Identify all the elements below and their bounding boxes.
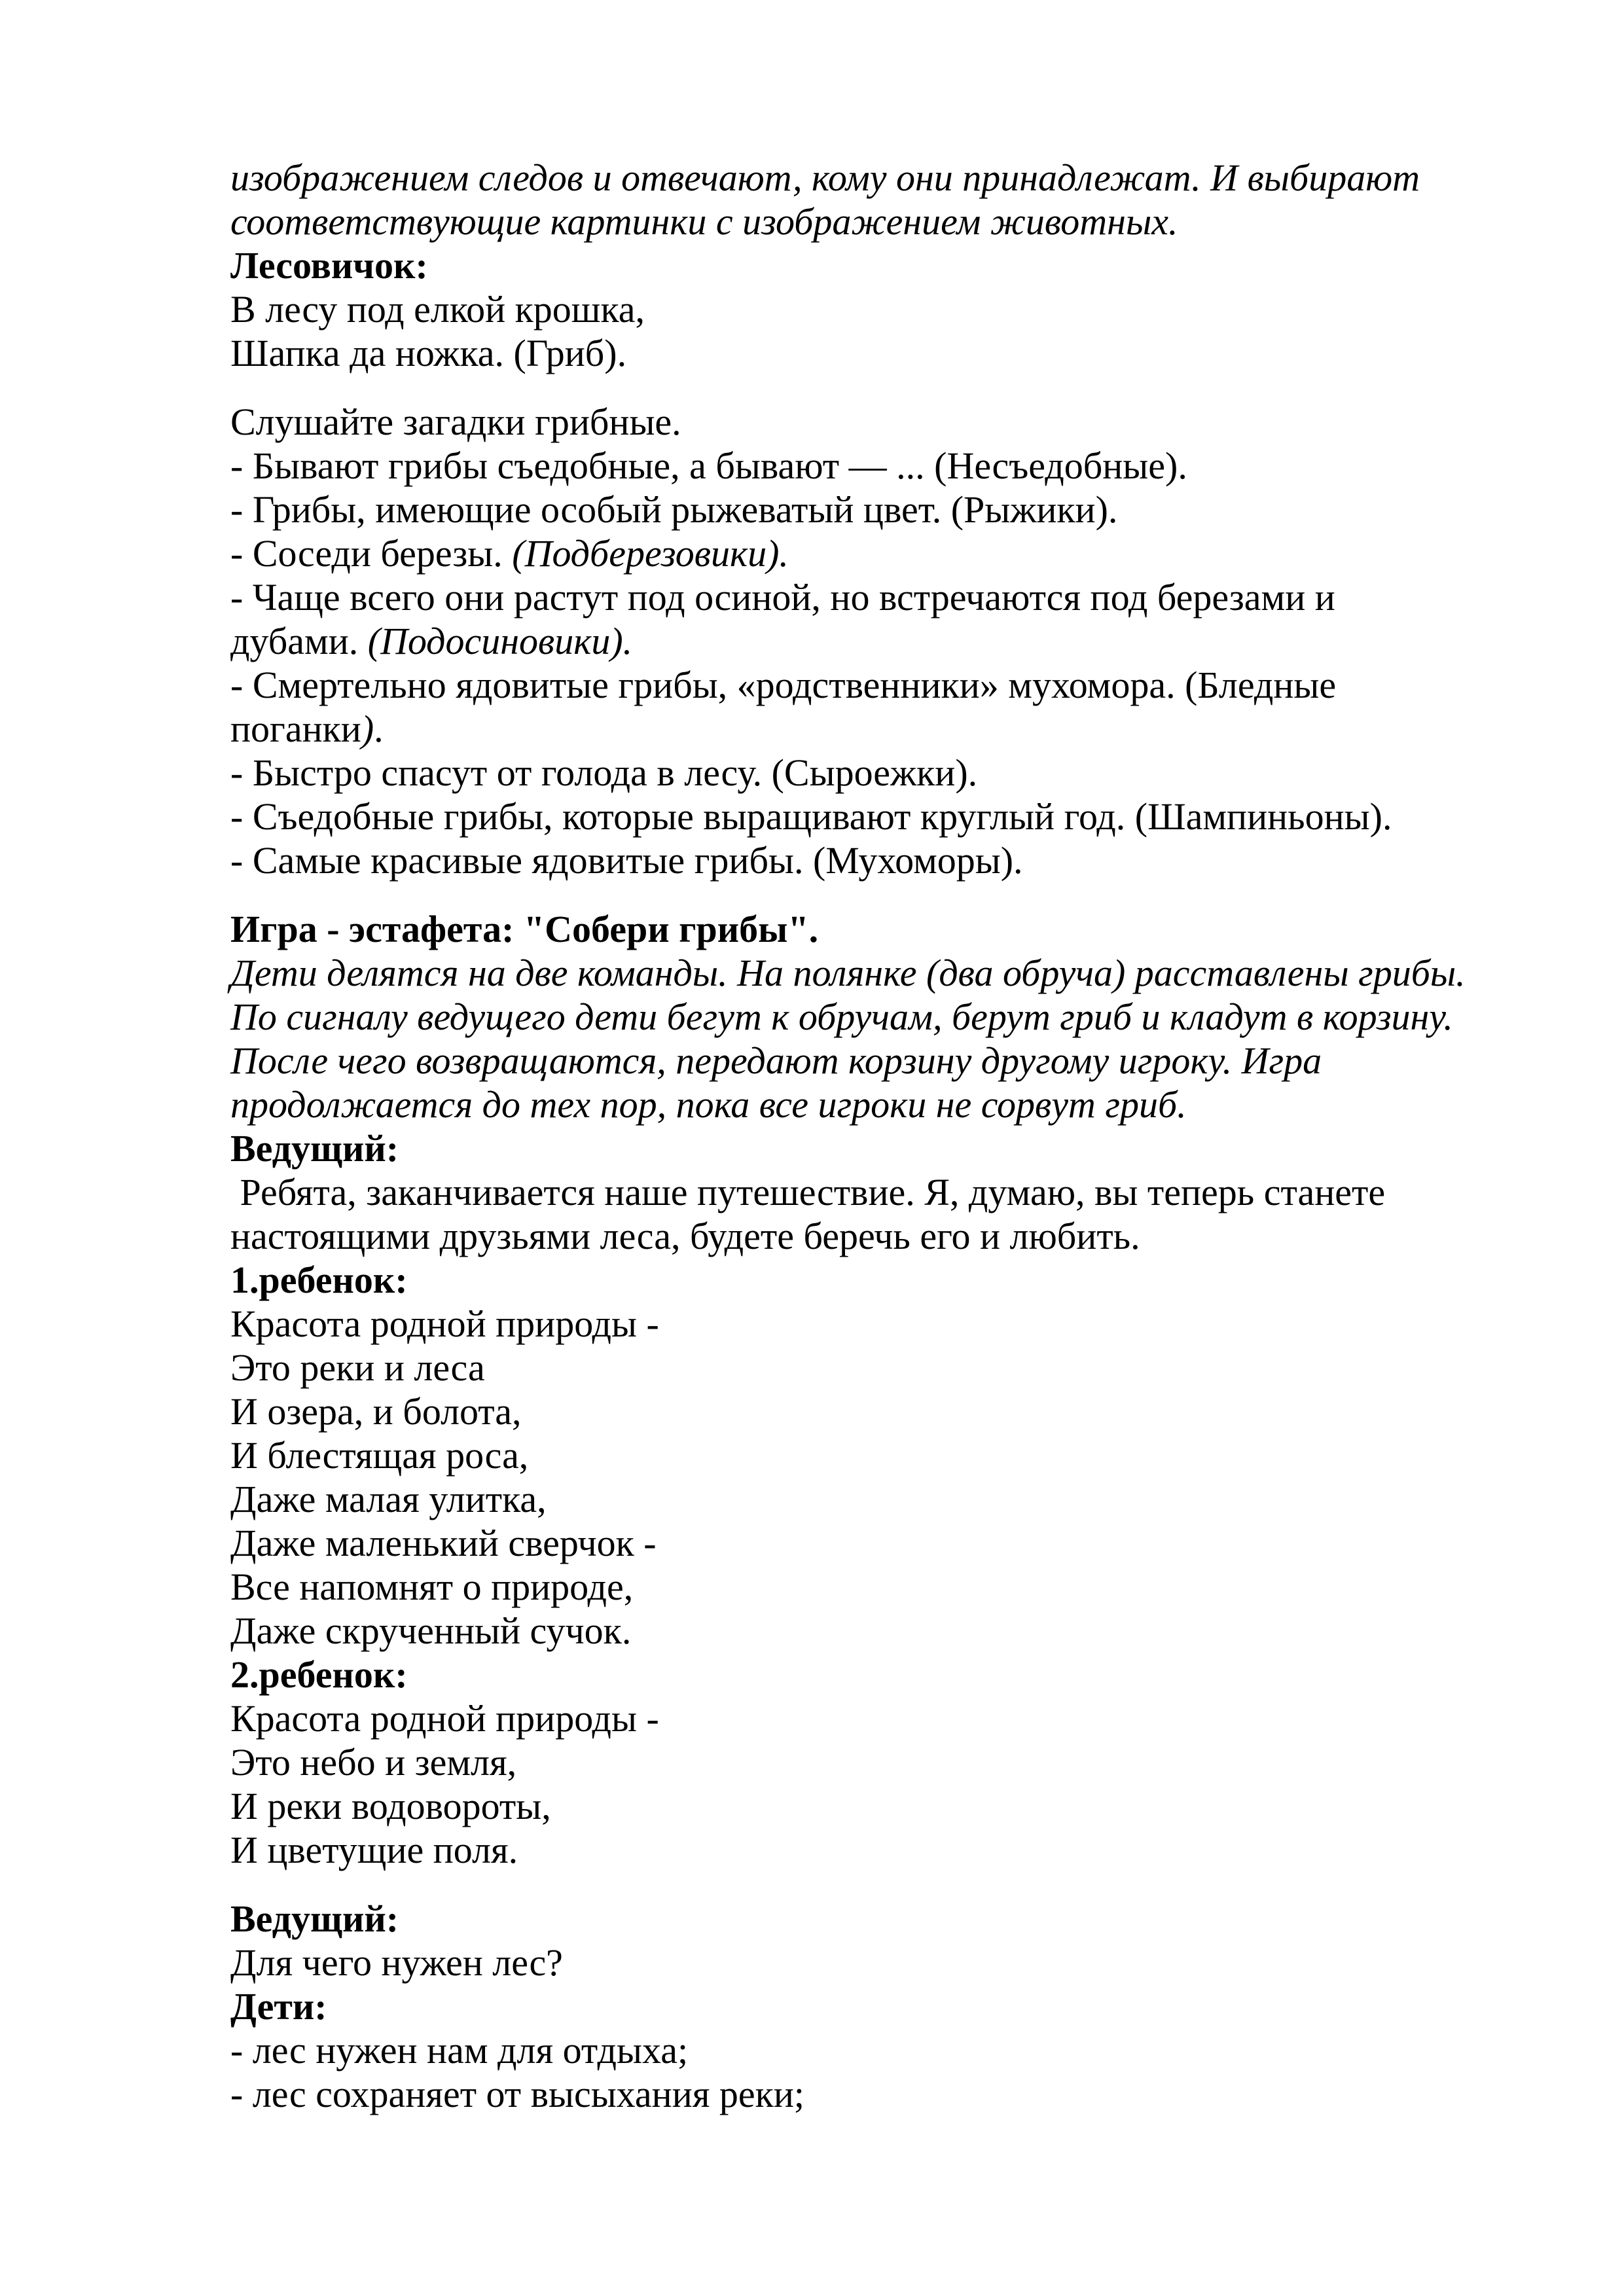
text-line (230, 575, 1441, 619)
text-line (230, 1740, 1441, 1784)
blank-line (230, 375, 1441, 400)
blank-line (230, 882, 1441, 907)
text-segment: Игра - эстафета: "Собери грибы". (230, 908, 819, 950)
text-segment: Ребята, заканчивается наше путешествие. Я, думаю, вы теперь станете (230, 1171, 1386, 1213)
text-line (230, 707, 1441, 751)
text-line (230, 751, 1441, 795)
text-segment: - лес сохраняет от высыхания реки; (230, 2073, 804, 2115)
text-line (230, 1170, 1441, 1214)
text-line (230, 488, 1441, 531)
text-segment: Ведущий: (230, 1127, 399, 1170)
text-segment: Даже скрученный сучок. (230, 1609, 632, 1652)
text-line (230, 907, 1441, 951)
text-segment: . (374, 708, 384, 750)
text-segment: После чего возвращаются, передают корзину другому игроку. Игра (230, 1039, 1322, 1082)
text-line (230, 200, 1441, 243)
text-line (230, 663, 1441, 707)
text-segment: - Чаще всего они растут под осиной, но встречаются под березами и (230, 576, 1335, 619)
blank-line (230, 1872, 1441, 1897)
text-segment: 2.ребенок: (230, 1653, 408, 1696)
text-segment: И реки водовороты, (230, 1785, 551, 1827)
text-line (230, 1696, 1441, 1740)
text-segment: Это реки и леса (230, 1346, 485, 1389)
text-segment: Дети делятся на две команды. На полянке (два обруча) расставлены грибы. (230, 952, 1466, 994)
text-segment: Для чего нужен лес? (230, 1941, 563, 1984)
text-segment: ) (361, 708, 374, 750)
text-segment: И цветущие поля. (230, 1829, 518, 1871)
text-line (230, 1784, 1441, 1828)
text-line (230, 243, 1441, 287)
text-line (230, 1609, 1441, 1653)
text-line (230, 1828, 1441, 1872)
text-segment: - Быстро спасут от голода в лесу. (Сыроежки). (230, 751, 978, 794)
text-line (230, 995, 1453, 1039)
text-segment: И блестящая роса, (230, 1434, 529, 1477)
text-line (230, 331, 1441, 375)
text-line (230, 156, 1441, 200)
text-segment: - Соседи березы. (230, 532, 513, 575)
text-segment: Слушайте загадки грибные. (230, 401, 681, 443)
text-line (230, 619, 1441, 663)
text-line (230, 951, 1466, 995)
text-segment: (Подосиновики). (367, 620, 633, 662)
text-segment: (Подберезовики). (512, 532, 789, 575)
text-segment: Все напомнят о природе, (230, 1566, 634, 1608)
text-line (230, 1126, 1441, 1170)
document-content (230, 156, 1466, 2116)
text-line (230, 287, 1441, 331)
text-segment: соответствующие картинки с изображением животных. (230, 200, 1178, 243)
text-line (230, 1984, 1441, 2028)
text-segment: В лесу под елкой крошка, (230, 288, 645, 331)
text-segment: Красота родной природы - (230, 1302, 659, 1345)
text-line (230, 1083, 1441, 1126)
text-line (230, 1653, 1441, 1696)
text-segment: поганки (230, 708, 361, 750)
text-line (230, 1258, 1441, 1302)
text-line (230, 1565, 1441, 1609)
text-line (230, 795, 1441, 838)
text-segment: Дети: (230, 1985, 327, 2028)
text-segment: 1.ребенок: (230, 1259, 408, 1301)
text-line (230, 2028, 1441, 2072)
text-segment: Лесовичок: (230, 244, 428, 287)
text-segment: дубами. (230, 620, 368, 662)
text-segment: По сигналу ведущего дети бегут к обручам, берут гриб и кладут в корзину. (230, 996, 1453, 1038)
text-line (230, 838, 1441, 882)
text-segment: Даже маленький сверчок - (230, 1522, 657, 1564)
text-segment: изображением следов и отвечают, кому они принадлежат. И выбирают (230, 156, 1420, 199)
text-line (230, 1521, 1441, 1565)
text-line (230, 1477, 1441, 1521)
text-line (230, 531, 1441, 575)
text-line (230, 400, 1441, 444)
text-segment: - Самые красивые ядовитые грибы. (Мухоморы). (230, 839, 1023, 882)
text-segment: настоящими друзьями леса, будете беречь его и любить. (230, 1215, 1140, 1257)
text-segment: - Бывают грибы съедобные, а бывают — ... (Несъедобные). (230, 444, 1187, 487)
text-line (230, 1039, 1441, 1083)
text-line (230, 1941, 1441, 1984)
text-segment: Даже малая улитка, (230, 1478, 547, 1520)
text-segment: - Смертельно ядовитые грибы, «родственники» мухомора. (Бледные (230, 664, 1337, 706)
text-segment: - Съедобные грибы, которые выращивают круглый год. (Шампиньоны). (230, 795, 1392, 838)
text-line (230, 444, 1441, 488)
text-segment: Красота родной природы - (230, 1697, 659, 1740)
text-segment: И озера, и болота, (230, 1390, 522, 1433)
text-segment: Это небо и земля, (230, 1741, 517, 1784)
text-segment: - Грибы, имеющие особый рыжеватый цвет. (Рыжики). (230, 488, 1118, 531)
text-segment: продолжается до тех пор, пока все игроки не сорвут гриб. (230, 1083, 1187, 1126)
text-segment: Шапка да ножка. (Гриб). (230, 332, 627, 374)
text-line (230, 1897, 1441, 1941)
text-line (230, 1214, 1441, 1258)
text-line (230, 1302, 1441, 1346)
text-line (230, 2072, 1441, 2116)
text-line (230, 1390, 1441, 1433)
text-line (230, 1433, 1441, 1477)
text-line (230, 1346, 1441, 1390)
text-segment: - лес нужен нам для отдыха; (230, 2029, 689, 2072)
text-segment: Ведущий: (230, 1897, 399, 1940)
